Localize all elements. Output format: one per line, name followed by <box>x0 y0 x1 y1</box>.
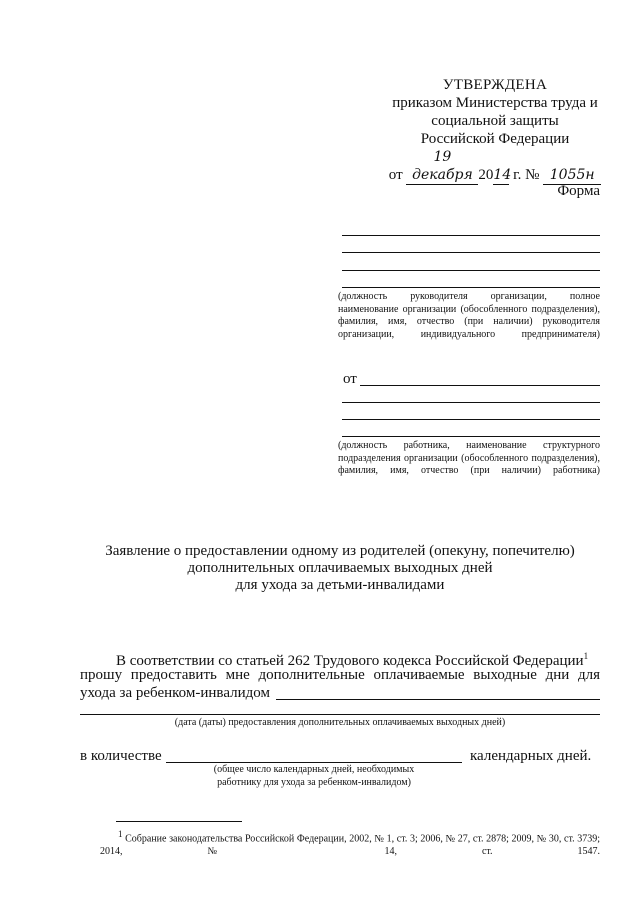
amount-prefix: в количестве <box>80 748 162 764</box>
dates-caption: (дата (даты) предоставления дополнительных оплачиваемых выходных дней) <box>174 717 506 728</box>
footnote-text: Собрание законодательства Российской Федерации, 2002, № 1, ст. 3; 2006, № 27, ст. 2878; 2009, № 30, ст. 3739; 2014, № 14, ст. 1547. <box>100 833 600 858</box>
amount-field-line[interactable] <box>166 762 462 763</box>
footnote <box>100 828 600 858</box>
amount-caption <box>166 764 462 789</box>
child-field-line[interactable] <box>276 699 600 700</box>
date-year-prefix: 20 <box>478 167 494 183</box>
addressee-line-1[interactable] <box>342 235 600 236</box>
amount-suffix: календарных дней. <box>470 748 592 764</box>
handwritten-year: 14 <box>493 167 512 183</box>
approval-date-line <box>370 148 620 185</box>
body-line-2: прошу предоставить мне дополнительные оплачиваемые выходные дни для <box>80 667 600 683</box>
document-heading <box>80 543 600 594</box>
approval-line-2: социальной защиты <box>431 113 559 129</box>
footnote-separator <box>116 821 242 822</box>
heading-line-2: дополнительных оплачиваемых выходных дней <box>187 560 493 576</box>
employee-line-2[interactable] <box>342 402 600 403</box>
footnote-reference: 1 <box>583 651 589 661</box>
amount-caption-line-2: работнику для ухода за ребенком-инвалидом) <box>217 776 411 788</box>
handwritten-date: 19 декабря <box>406 148 478 185</box>
amount-caption-line-1: (общее число календарных дней, необходимых <box>213 764 415 775</box>
footnote-mark: 1 <box>118 829 123 839</box>
addressee-line-4[interactable] <box>342 287 600 288</box>
dates-field-line[interactable] <box>80 714 600 715</box>
employee-line-4[interactable] <box>342 436 600 437</box>
date-year-label: г. № <box>513 167 540 183</box>
addressee-line-3[interactable] <box>342 270 600 271</box>
date-prefix: от <box>388 167 403 183</box>
form-label: Форма <box>557 183 600 199</box>
body-line-1-text: В соответствии со статьей 262 Трудового кодекса Российской Федерации <box>116 653 584 669</box>
addressee-line-2[interactable] <box>342 252 600 253</box>
approval-title: УТВЕРЖДЕНА <box>442 77 548 93</box>
handwritten-order-number: 1055н <box>543 166 601 185</box>
approval-block <box>370 76 620 185</box>
employee-line-1[interactable] <box>360 385 600 386</box>
from-label: от <box>343 371 357 387</box>
approval-line-1: приказом Министерства труда и <box>392 95 598 111</box>
heading-line-1: Заявление о предоставлении одному из родителей (опекуну, попечителю) <box>105 543 575 559</box>
employee-line-3[interactable] <box>342 419 600 420</box>
approval-line-3: Российской Федерации <box>420 131 570 147</box>
employee-caption: (должность работника, наименование структурного подразделения организации (обособленного подразделения), фамилия, имя, отчество (при наличии) работника) <box>338 440 600 476</box>
body-line-3: ухода за ребенком-инвалидом <box>80 685 270 701</box>
addressee-caption: (должность руководителя организации, полное наименование организации (обособленного подразделения), фамилия, имя, отчество (при наличии) руководителя организации, индивидуального предпринимателя) <box>338 291 600 340</box>
heading-line-3: для ухода за детьми-инвалидами <box>235 577 445 593</box>
